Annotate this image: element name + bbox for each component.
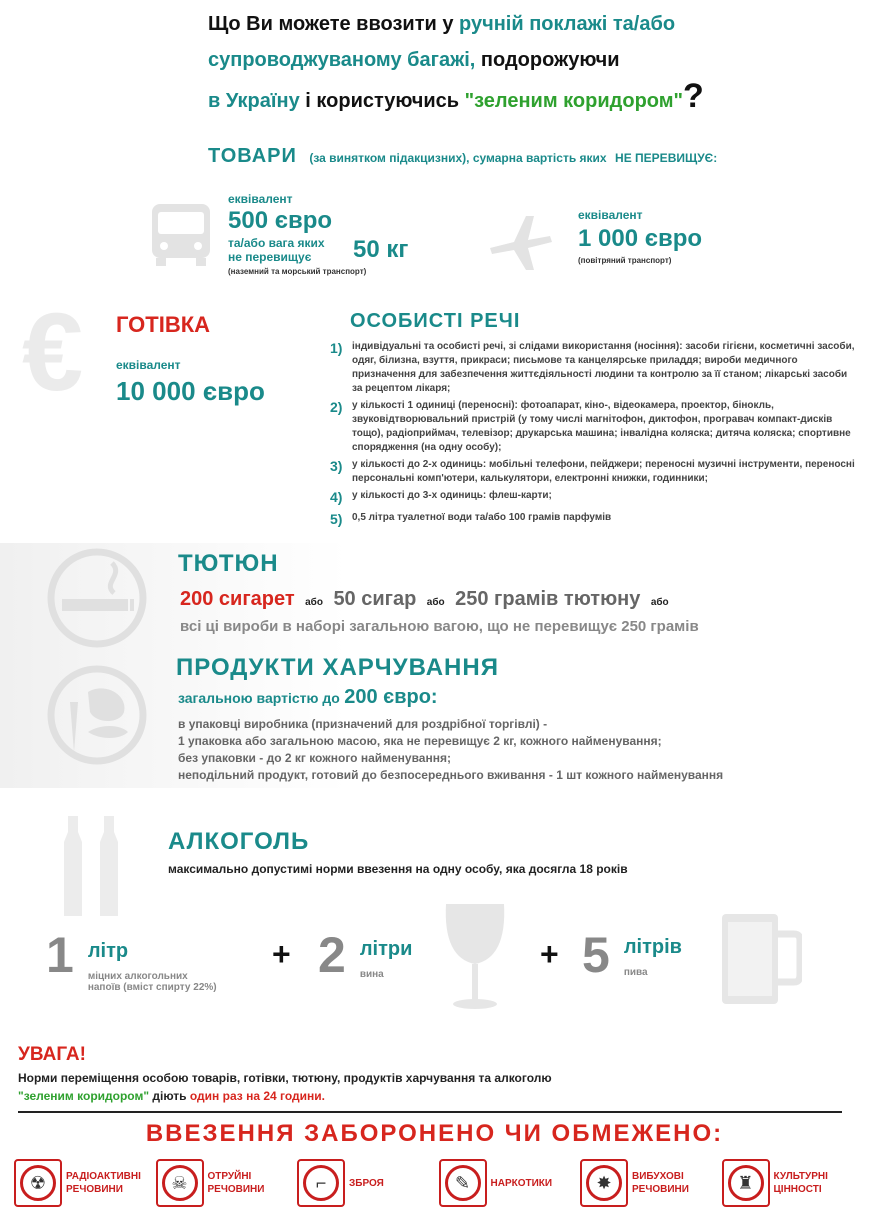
alcohol-note: максимально допустимі норми ввезення на одну особу, яка досягла 18 років xyxy=(168,862,628,876)
forbidden-item-cultural: ♜ КУЛЬТУРНІ ЦІННОСТІ xyxy=(722,1158,860,1208)
forbidden-item-explosives: ✸ ВИБУХОВІ РЕЧОВИНИ xyxy=(580,1158,718,1208)
gun-icon: ⌐ xyxy=(303,1165,339,1201)
drugs-icon: ✎ xyxy=(445,1165,481,1201)
forbidden-item-drugs: ✎ НАРКОТИКИ xyxy=(439,1158,577,1208)
warning-line-2: "зеленим коридором" діють один раз на 24 години. xyxy=(18,1089,325,1103)
radiation-icon: ☢ xyxy=(20,1165,56,1201)
cash-section: ГОТІВКА еквівалент 10 000 євро xyxy=(116,312,265,406)
poison-icon: ☠ xyxy=(162,1165,198,1201)
food-icon xyxy=(44,662,150,768)
airplane-icon xyxy=(486,208,556,272)
goods-heading: ТОВАРИ (за винятком підакцизних), сумарна вартість яких НЕ ПЕРЕВИЩУЄ: xyxy=(208,145,718,167)
goods-land: еквівалент 500 євро та/або вага яких не перевищує 50 кг (наземний та морський транспорт) xyxy=(228,192,409,276)
cigarette-icon xyxy=(44,545,150,651)
wine-glass-icon xyxy=(440,900,510,1012)
plus-sign: + xyxy=(540,936,559,972)
beer-mug-icon xyxy=(718,908,802,1008)
warning-line-1: Норми переміщення особою товарів, готівки, тютюну, продуктів харчування та алкоголю xyxy=(18,1071,552,1085)
forbidden-item-radioactive: ☢ РАДІОАКТИВНІ РЕЧОВИНИ xyxy=(14,1158,152,1208)
alcohol-item-wine: 2 літри вина xyxy=(318,927,413,983)
forbidden-heading: ВВЕЗЕННЯ ЗАБОРОНЕНО ЧИ ОБМЕЖЕНО: xyxy=(145,1120,724,1147)
alcohol-heading: АЛКОГОЛЬ xyxy=(168,828,310,855)
euro-icon: € xyxy=(22,291,84,414)
culture-icon: ♜ xyxy=(728,1165,764,1201)
page-title: Що Ви можете ввозити у ручній поклажі та/або супроводжуваному багажі, подорожуючи в Україну і користуючись "зеленим коридором"? xyxy=(208,13,704,115)
forbidden-item-poison: ☠ ОТРУЙНІ РЕЧОВИНИ xyxy=(156,1158,294,1208)
list-item: 4) у кількості до 3-х одиниць: флеш-карти; xyxy=(330,489,552,505)
food-lines: в упаковці виробника (призначений для роздрібної торгівлі) - 1 упаковка або загальною масою, яка не перевищує 2 кг, кожного найменування; без упаковки - до 2 кг кожного найменування; неподільний продукт, готовий до безпосереднього вживання - 1 шт кожного найменування xyxy=(178,717,724,782)
alcohol-item-beer: 5 літрів пива xyxy=(582,927,682,983)
warning-heading: УВАГА! xyxy=(18,1044,86,1065)
forbidden-list xyxy=(14,1158,859,1208)
plus-sign: + xyxy=(272,936,291,972)
alcohol-item-strong: 1 літр міцних алкогольних напоїв (вміст спирту 22%) xyxy=(46,927,217,993)
tobacco-options: 200 сигарет або 50 сигар або 250 грамів тютюну або xyxy=(180,588,669,610)
tobacco-note: всі ці вироби в наборі загальною вагою, що не перевищує 250 грамів xyxy=(180,618,699,635)
personal-list xyxy=(330,340,855,530)
bus-icon xyxy=(146,200,216,270)
explosive-icon: ✸ xyxy=(586,1165,622,1201)
bottles-icon xyxy=(58,812,130,918)
list-item: 3) у кількості до 2-х одиниць: мобільні телефони, пейджери; переносні музичні інструменти, переносні персональні комп'ютери, калькулятори, електронні книжки, годинники; xyxy=(330,458,855,484)
divider xyxy=(18,1111,842,1113)
goods-air: еквівалент 1 000 євро (повітряний транспорт) xyxy=(578,208,703,265)
list-item: 2) у кількості 1 одиниці (переносні): фотоапарат, кіно-, відеокамера, проектор, бінокль, звуковідтворювальний пристрій (у тому числі магнітофон, диктофон, програвач компакт-дисків тощо), радіоприймач, телевізор; друкарська машина; інвалідна коляска; дитяча коляска; спортивне спорядження (на одну особу); xyxy=(330,399,851,453)
personal-heading: ОСОБИСТІ РЕЧІ xyxy=(350,310,521,332)
forbidden-item-weapons: ⌐ ЗБРОЯ xyxy=(297,1158,435,1208)
food-sub: загальною вартістю до 200 євро: xyxy=(178,686,438,708)
tobacco-heading: ТЮТЮН xyxy=(178,550,279,577)
food-heading: ПРОДУКТИ ХАРЧУВАННЯ xyxy=(176,654,499,681)
list-item: 5) 0,5 літра туалетної води та/або 100 грамів парфумів xyxy=(330,511,612,527)
list-item: 1) індивідуальні та особисті речі, зі слідами використання (носіння): засоби гігієни, косметичні засоби, одяг, білизна, взуття, прикраси; письмове та канцелярське приладдя; вироби медичного призначення для забезпечення життєдіяльності людини та контролю за її станом; лікарські засоби за рецептом лікаря; xyxy=(330,340,855,394)
